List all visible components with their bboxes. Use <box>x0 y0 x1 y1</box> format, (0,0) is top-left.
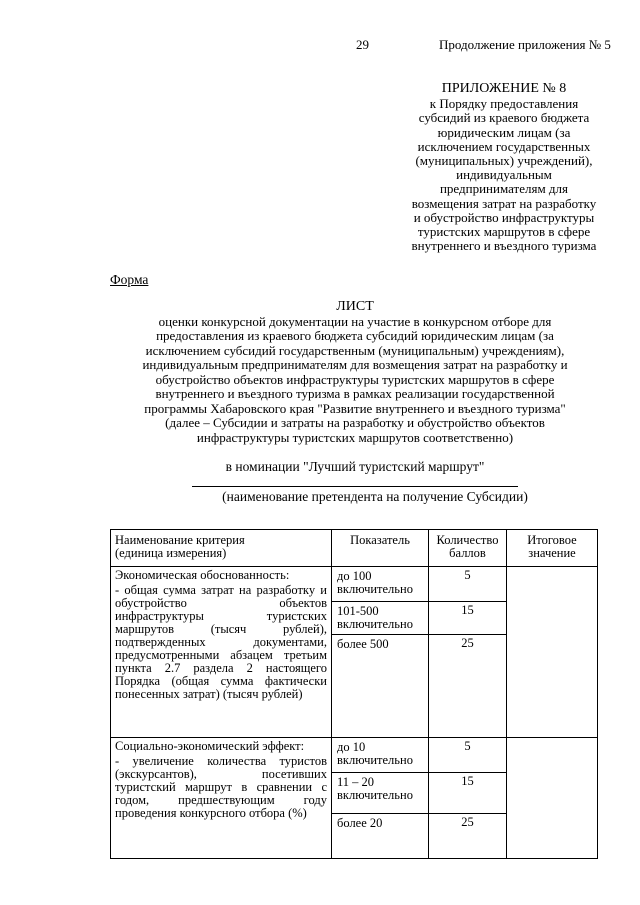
continuation-note: Продолжение приложения № 5 <box>439 37 611 52</box>
points-value: 25 <box>461 815 474 829</box>
appendix-line: исключением государственных <box>417 138 591 154</box>
appendix-line: (муниципальных) учреждений), <box>415 153 593 169</box>
table-row <box>111 738 598 859</box>
evaluation-table <box>110 529 598 859</box>
sheet-line: инфраструктуры туристских маршрутов соответственно) <box>196 429 514 445</box>
sheet-block <box>100 300 610 445</box>
criterion-cell <box>111 567 332 738</box>
appendix-line: внутреннего и въездного туризма <box>411 238 597 254</box>
header-points: Количество баллов <box>429 530 507 567</box>
criterion-cell <box>111 738 332 859</box>
appendix-line: индивидуальным <box>456 167 552 183</box>
appendix-line: юридическим лицам (за <box>437 124 571 140</box>
points-value: 5 <box>429 567 506 602</box>
criterion-body: - общая сумма затрат на разработку и обустройство объектов инфраструктуры туристских маршрутов (тысяч рублей), подтвержденных документами, предусмотренными абзацем третьим пункта 2.7 раздела 2 настоящего Порядка (общая сумма фактически понесенных затрат) (тысяч рублей) <box>115 583 327 701</box>
criterion-title: Экономическая обоснованность: <box>115 568 290 582</box>
total-cell <box>507 567 598 738</box>
appendix-block <box>384 82 624 253</box>
sheet-line: программы Хабаровского края "Развитие внутреннего и въездного туризма" <box>144 400 566 416</box>
points-value: 15 <box>429 773 506 814</box>
points-value: 25 <box>461 636 474 650</box>
header-indicator: Показатель <box>332 530 429 567</box>
appendix-line: предпринимателям для <box>439 181 569 197</box>
indicator-option: до 10 включительно <box>332 738 428 773</box>
table-row <box>111 567 598 738</box>
applicant-caption: (наименование претендента на получение Субсидии) <box>222 489 528 504</box>
indicator-cell <box>332 567 429 738</box>
sheet-line: (далее – Субсидии и затраты на разработку и обустройство объектов <box>165 415 545 430</box>
appendix-line: к Порядку предоставления <box>429 96 579 112</box>
points-value: 15 <box>429 602 506 635</box>
appendix-title: ПРИЛОЖЕНИЕ № 8 <box>441 81 567 96</box>
header-criterion-unit: (единица измерения) <box>115 546 227 560</box>
indicator-option: 11 – 20 включительно <box>332 773 428 814</box>
sheet-line: обустройство объектов инфраструктуры туристских маршрутов в сфере <box>155 371 555 387</box>
sheet-line: оценки конкурсной документации на участие в конкурсном отборе для <box>158 313 552 329</box>
form-label: Форма <box>110 272 149 287</box>
page-number: 29 <box>356 37 369 52</box>
nomination-line: в номинации "Лучший туристский маршрут" <box>225 459 485 474</box>
sheet-line: внутреннего и въездного туризма в рамках реализации государственной <box>155 386 555 401</box>
total-cell <box>507 738 598 859</box>
indicator-option: более 20 <box>337 816 383 830</box>
indicator-cell <box>332 738 429 859</box>
appendix-line: субсидий из краевого бюджета <box>418 110 590 126</box>
sheet-title: ЛИСТ <box>336 299 374 314</box>
appendix-line: туристских маршрутов в сфере <box>417 224 591 240</box>
criterion-body: - увеличение количества туристов (экскурсантов), посетивших туристский маршрут в сравнении с годом, предшествующим году проведения конкурсного отбора (%) <box>115 754 327 820</box>
points-cell <box>429 738 507 859</box>
header-total: Итоговое значение <box>507 530 598 567</box>
header-criterion <box>111 530 332 567</box>
sheet-line: индивидуальным предпринимателям для возмещения затрат на разработку и <box>142 357 568 372</box>
header-criterion-line: Наименование критерия <box>115 533 245 547</box>
indicator-option: более 500 <box>337 637 389 651</box>
criterion-title: Социально-экономический эффект: <box>115 739 305 753</box>
points-value: 5 <box>429 738 506 773</box>
appendix-line: и обустройство инфраструктуры <box>413 209 595 225</box>
sheet-line: предоставления из краевого бюджета субсидий юридическим лицам (за <box>156 328 554 343</box>
sheet-line: исключением субсидий государственным (муниципальным) учреждениям), <box>145 342 565 358</box>
table-header-row <box>111 530 598 567</box>
applicant-blank-line <box>192 486 518 487</box>
appendix-line: возмещения затрат на разработку <box>411 195 597 211</box>
points-cell <box>429 567 507 738</box>
indicator-option: 101-500 включительно <box>332 602 428 635</box>
indicator-option: до 100 включительно <box>332 567 428 602</box>
